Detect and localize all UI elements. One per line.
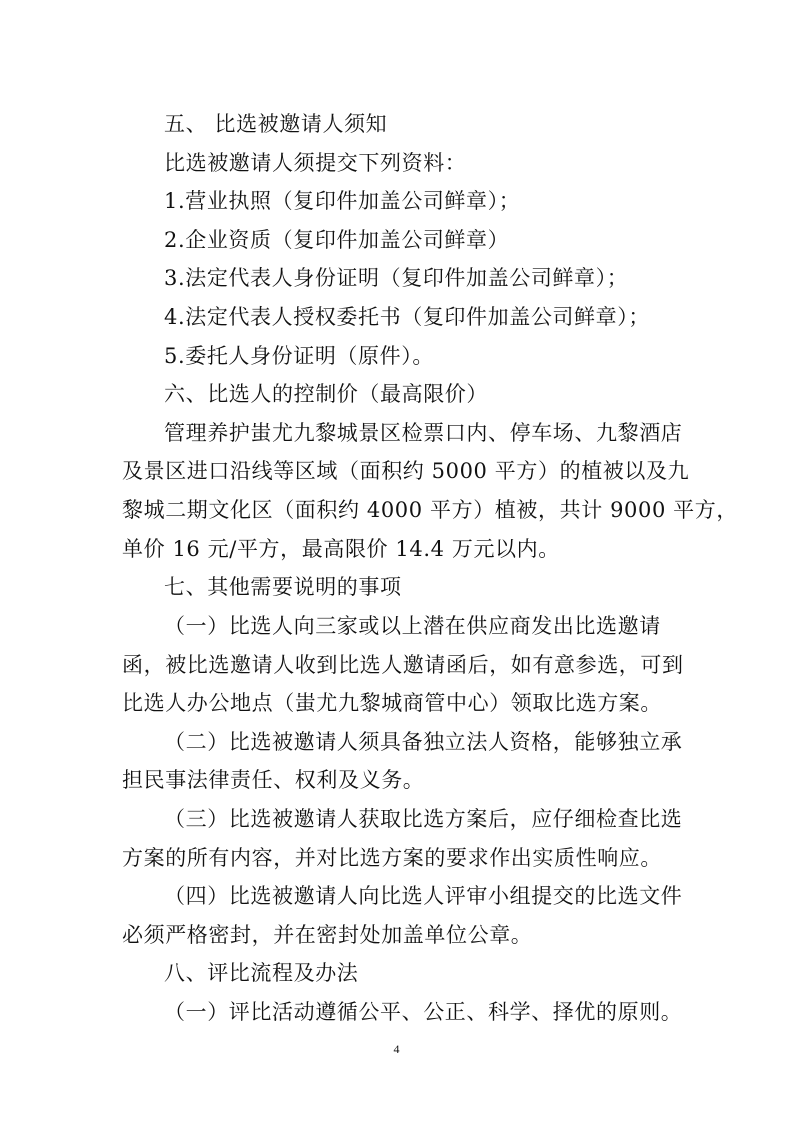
list-item: 1.营业执照（复印件加盖公司鲜章）； bbox=[164, 189, 521, 213]
paragraph-line: 比选被邀请人须提交下列资料： bbox=[164, 151, 467, 175]
paragraph-line: 黎城二期文化区（面积约 4000 平方）植被，共计 9000 平方， bbox=[122, 498, 738, 522]
paragraph-line: （二）比选被邀请人须具备独立法人资格，能够独立承 bbox=[164, 730, 683, 754]
section-heading-7: 七、其他需要说明的事项 bbox=[164, 575, 402, 599]
paragraph-line: 担民事法律责任、权利及义务。 bbox=[122, 768, 425, 792]
paragraph-line: 单价 16 元/平方，最高限价 14.4 万元以内。 bbox=[122, 537, 560, 561]
list-item: 4.法定代表人授权委托书（复印件加盖公司鲜章）； bbox=[164, 305, 650, 329]
list-item: 2.企业资质（复印件加盖公司鲜章） bbox=[164, 228, 510, 252]
section-heading-6: 六、比选人的控制价（最高限价） bbox=[164, 382, 488, 406]
list-item: 5.委托人身份证明（原件）。 bbox=[164, 344, 434, 368]
paragraph-line: （三）比选被邀请人获取比选方案后，应仔细检查比选 bbox=[164, 807, 683, 831]
paragraph-line: （一）比选人向三家或以上潜在供应商发出比选邀请 bbox=[164, 614, 661, 638]
paragraph-line: （四）比选被邀请人向比选人评审小组提交的比选文件 bbox=[164, 884, 683, 908]
paragraph-line: 比选人办公地点（蚩尤九黎城商管中心）领取比选方案。 bbox=[122, 691, 662, 715]
list-item: 3.法定代表人身份证明（复印件加盖公司鲜章）； bbox=[164, 266, 629, 290]
paragraph-line: 方案的所有内容，并对比选方案的要求作出实质性响应。 bbox=[122, 846, 662, 870]
paragraph-line: 管理养护蚩尤九黎城景区检票口内、停车场、九黎酒店 bbox=[164, 421, 683, 445]
section-heading-5: 五、 比选被邀请人须知 bbox=[164, 112, 388, 136]
section-heading-8: 八、评比流程及办法 bbox=[164, 961, 359, 985]
page-number: 4 bbox=[393, 1042, 400, 1056]
paragraph-line: （一）评比活动遵循公平、公正、科学、择优的原则。 bbox=[164, 1000, 683, 1024]
paragraph-line: 及景区进口沿线等区域（面积约 5000 平方）的植被以及九 bbox=[122, 459, 690, 483]
paragraph-line: 函，被比选邀请人收到比选人邀请函后，如有意参选，可到 bbox=[122, 653, 684, 677]
paragraph-line: 必须严格密封，并在密封处加盖单位公章。 bbox=[122, 923, 533, 947]
